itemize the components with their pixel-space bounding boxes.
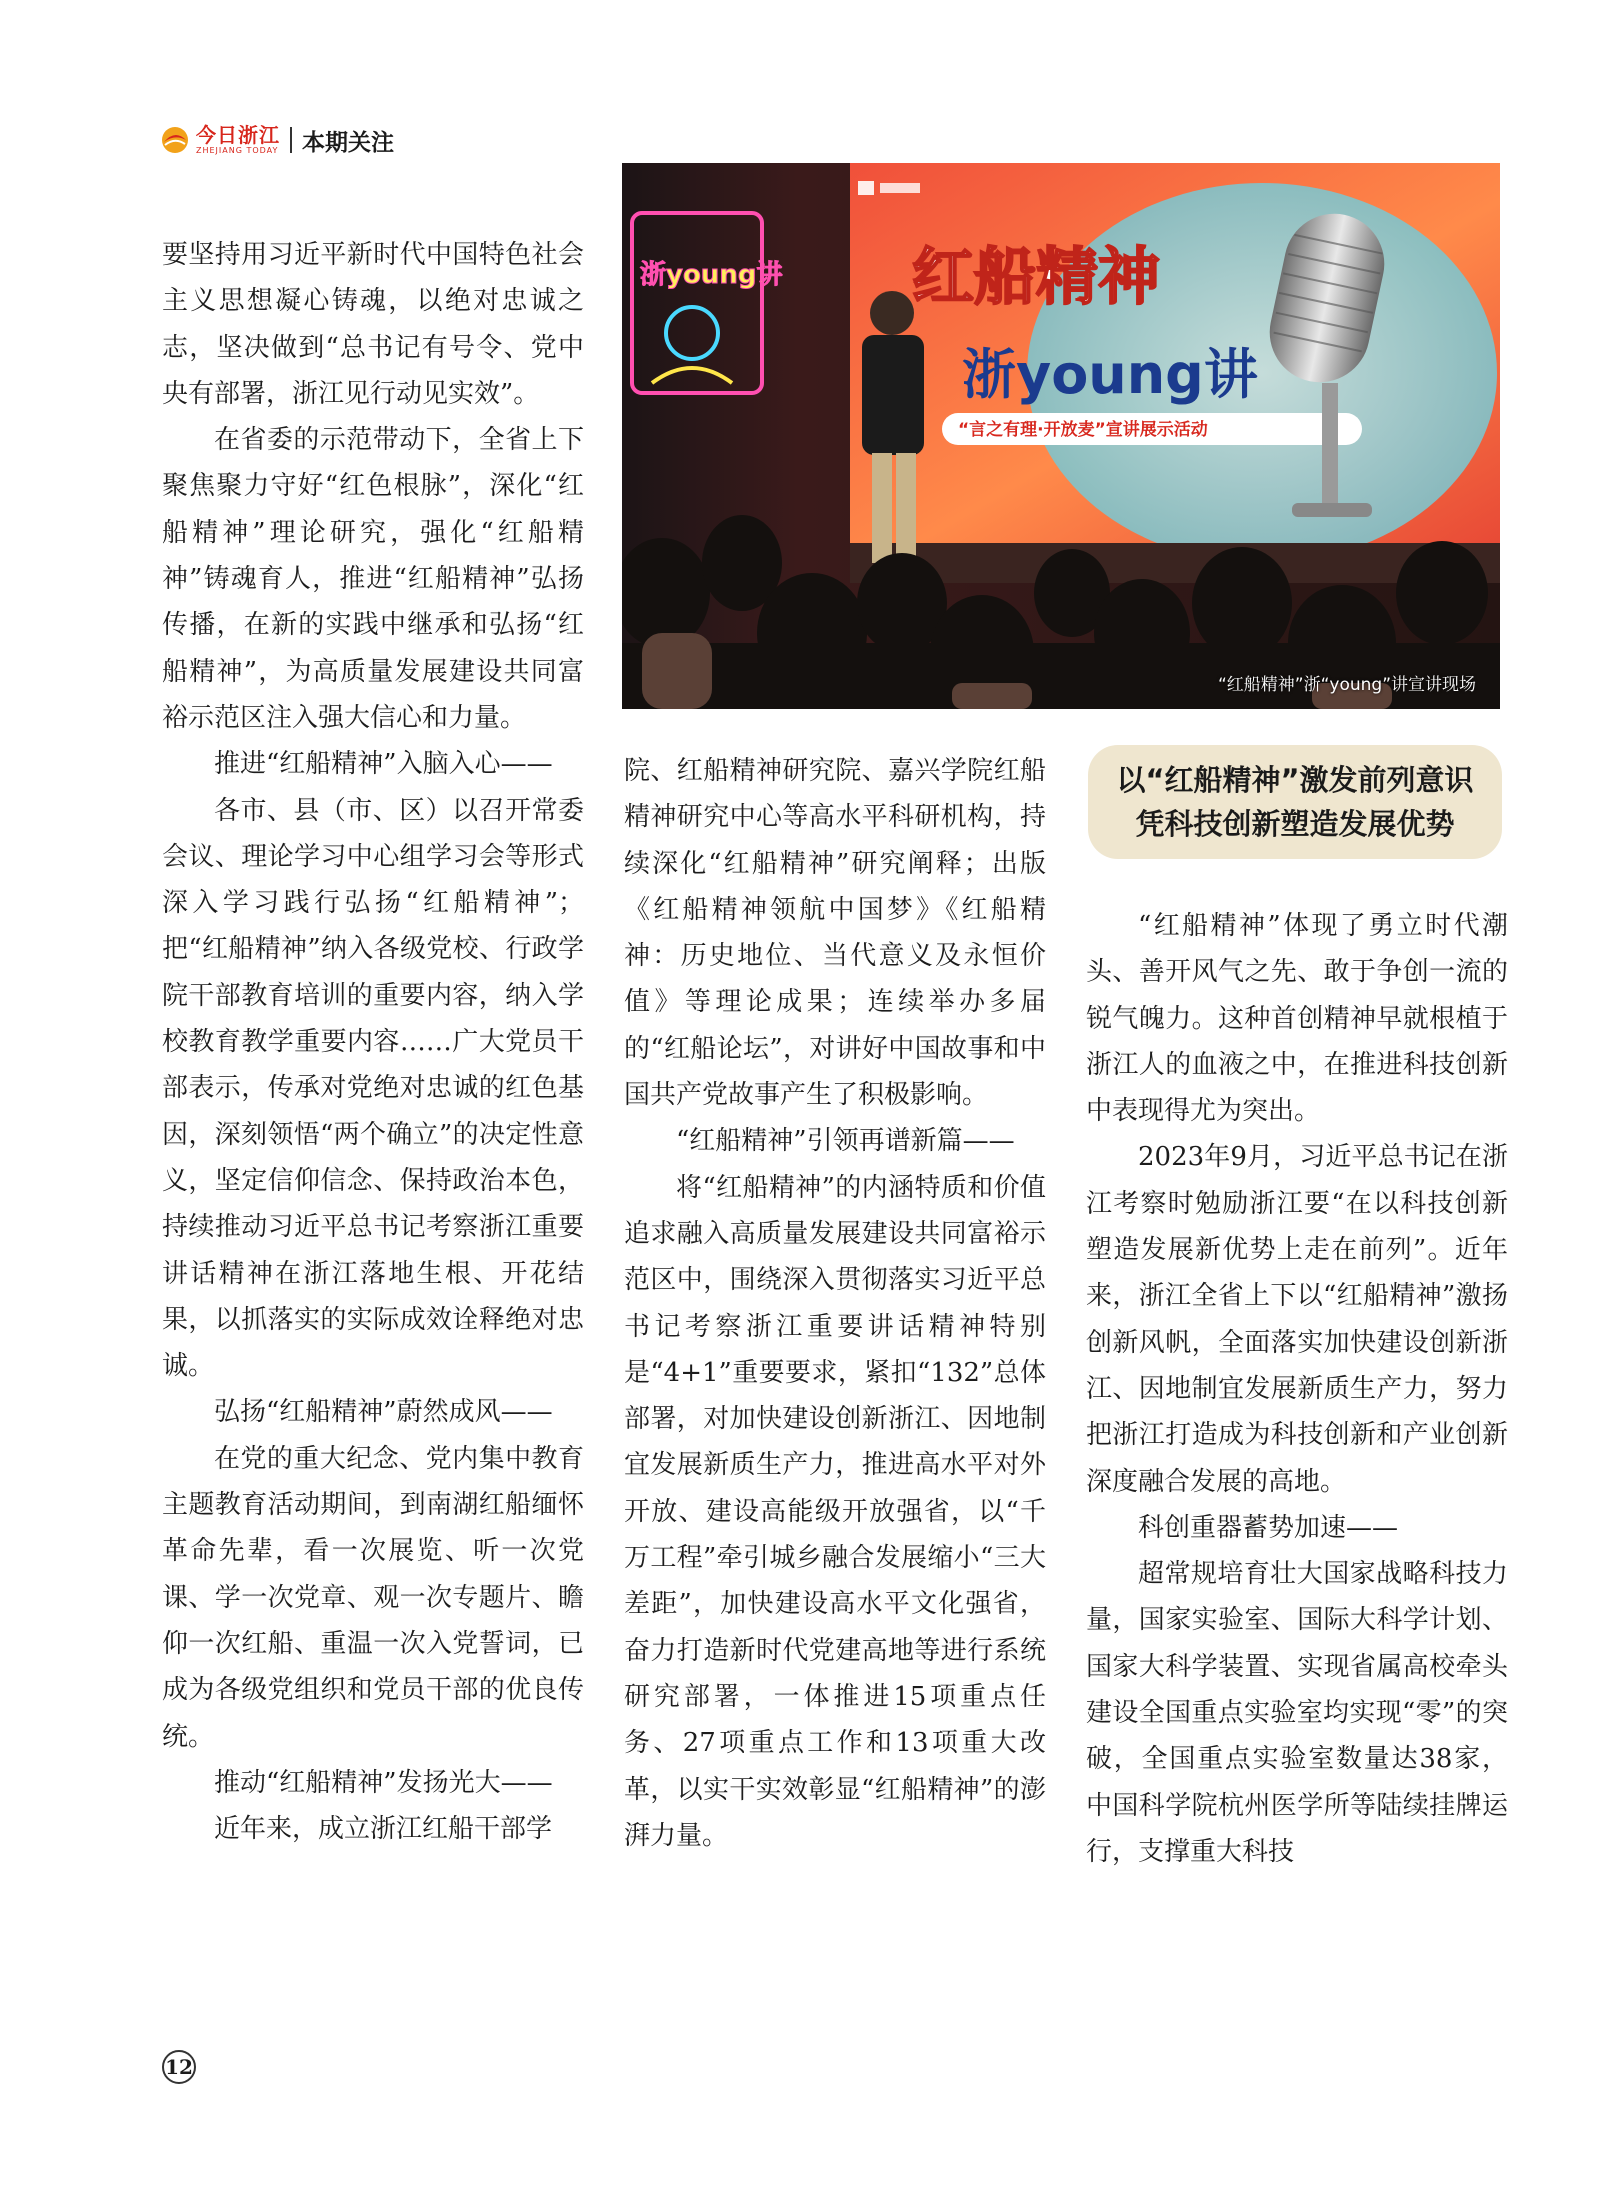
section-subheading: [1088, 745, 1502, 859]
paragraph-lead: 推动“红船精神”发扬光大——: [214, 1767, 553, 1798]
paragraph-lead: 弘扬“红船精神”蔚然成风——: [214, 1397, 553, 1428]
paragraph-lead: 科创重器蓄势加速——: [1138, 1512, 1399, 1543]
paragraph: 在党的重大纪念、党内集中教育主题教育活动期间，到南湖红船缅怀革命先辈，看一次展览、听一次党课、学一次党章、观一次专题片、瞻仰一次红船、重温一次入党誓词，已成为各级党组织和党员干部的优良传统。: [162, 1443, 584, 1752]
logo-en-text: ZHEJIANG TODAY: [196, 146, 279, 155]
neon-sign-text: 浙young讲: [640, 260, 783, 290]
subheading-line-2: 凭科技创新塑造发展优势: [1135, 807, 1455, 841]
screen-subtitle-text: 浙young讲: [962, 343, 1258, 406]
text-column-1: [162, 232, 584, 1852]
paragraph: 近年来，成立浙江红船干部学: [214, 1814, 553, 1845]
subheading-line-1: 以“红船精神”激发前列意识: [1116, 763, 1474, 797]
photo-illustration: [622, 163, 1500, 709]
magazine-logo: [160, 125, 280, 155]
photo-caption: “红船精神”浙“young”讲宣讲现场: [1217, 675, 1476, 695]
page-header: [160, 120, 394, 160]
logo-sun-icon: [160, 125, 190, 155]
screen-title-text: 红船精神: [912, 240, 1161, 313]
section-title: 本期关注: [302, 129, 394, 156]
paragraph: 要坚持用习近平新时代中国特色社会主义思想凝心铸魂，以绝对忠诚之志，坚决做到“总书记有号令、党中央有部署，浙江见行动见实效”。: [162, 240, 584, 409]
paragraph: 各市、县（市、区）以召开常委会议、理论学习中心组学习会等形式深入学习践行弘扬“红船精神”；把“红船精神”纳入各级党校、行政学院干部教育培训的重要内容，纳入学校教育教学重要内容……广大党员干部表示，传承对党绝对忠诚的红色基因，深刻领悟“两个确立”的决定性意义，坚定信仰信念、保持政治本色，持续推动习近平总书记考察浙江重要讲话精神在浙江落地生根、开花结果，以抓落实的实际成效诠释绝对忠诚。: [162, 795, 584, 1382]
paragraph: 将“红船精神”的内涵特质和价值追求融入高质量发展建设共同富裕示范区中，围绕深入贯彻落实习近平总书记考察浙江重要讲话精神特别是“4+1”重要要求，紧扣“132”总体部署，对加快建设创新浙江、因地制宜发展新质生产力，推进高水平对外开放、建设高能级开放强省，以“千万工程”牵引城乡融合发展缩小“三大差距”，加快建设高水平文化强省，奋力打造新时代党建高地等进行系统研究部署，一体推进15项重点任务、27项重点工作和13项重大改革，以实干实效彰显“红船精神”的澎湃力量。: [624, 1172, 1046, 1851]
paragraph-lead: 推进“红船精神”入脑入心——: [214, 749, 553, 780]
text-column-2: [624, 748, 1046, 1859]
paragraph: 超常规培育壮大国家战略科技力量，国家实验室、国际大科学计划、国家大科学装置、实现省属高校牵头建设全国重点实验室均实现“零”的突破，全国重点实验室数量达38家，中国科学院杭州医学所等陆续挂牌运行，支撑重大科技: [1086, 1559, 1508, 1867]
event-photo: [622, 163, 1500, 709]
paragraph: 院、红船精神研究院、嘉兴学院红船精神研究中心等高水平科研机构，持续深化“红船精神”研究阐释；出版《红船精神领航中国梦》《红船精神：历史地位、当代意义及永恒价值》等理论成果；连续举办多届的“红船论坛”，对讲好中国故事和中国共产党故事产生了积极影响。: [624, 756, 1046, 1111]
header-divider: [290, 127, 292, 153]
page-number: 12: [162, 2050, 196, 2084]
paragraph-lead: “红船精神”引领再谱新篇——: [676, 1126, 1015, 1157]
text-column-3: [1086, 903, 1508, 1875]
paragraph: 在省委的示范带动下，全省上下聚焦聚力守好“红色根脉”，深化“红船精神”理论研究，强化“红船精神”铸魂育人，推进“红船精神”弘扬传播，在新的实践中继承和弘扬“红船精神”，为高质量发展建设共同富裕示范区注入强大信心和力量。: [162, 425, 584, 733]
paragraph: “红船精神”体现了勇立时代潮头、善开风气之先、敢于争创一流的锐气魄力。这种首创精神早就根植于浙江人的血液之中，在推进科技创新中表现得尤为突出。: [1086, 911, 1508, 1127]
screen-banner-text: “言之有理·开放麦”宣讲展示活动: [958, 420, 1208, 440]
logo-cn-text: 今日浙江: [196, 123, 280, 147]
paragraph: 2023年9月，习近平总书记在浙江考察时勉励浙江要“在以科技创新塑造发展新优势上走在前列”。近年来，浙江全省上下以“红船精神”激扬创新风帆，全面落实加快建设创新浙江、因地制宜发展新质生产力，努力把浙江打造成为科技创新和产业创新深度融合发展的高地。: [1086, 1142, 1508, 1497]
